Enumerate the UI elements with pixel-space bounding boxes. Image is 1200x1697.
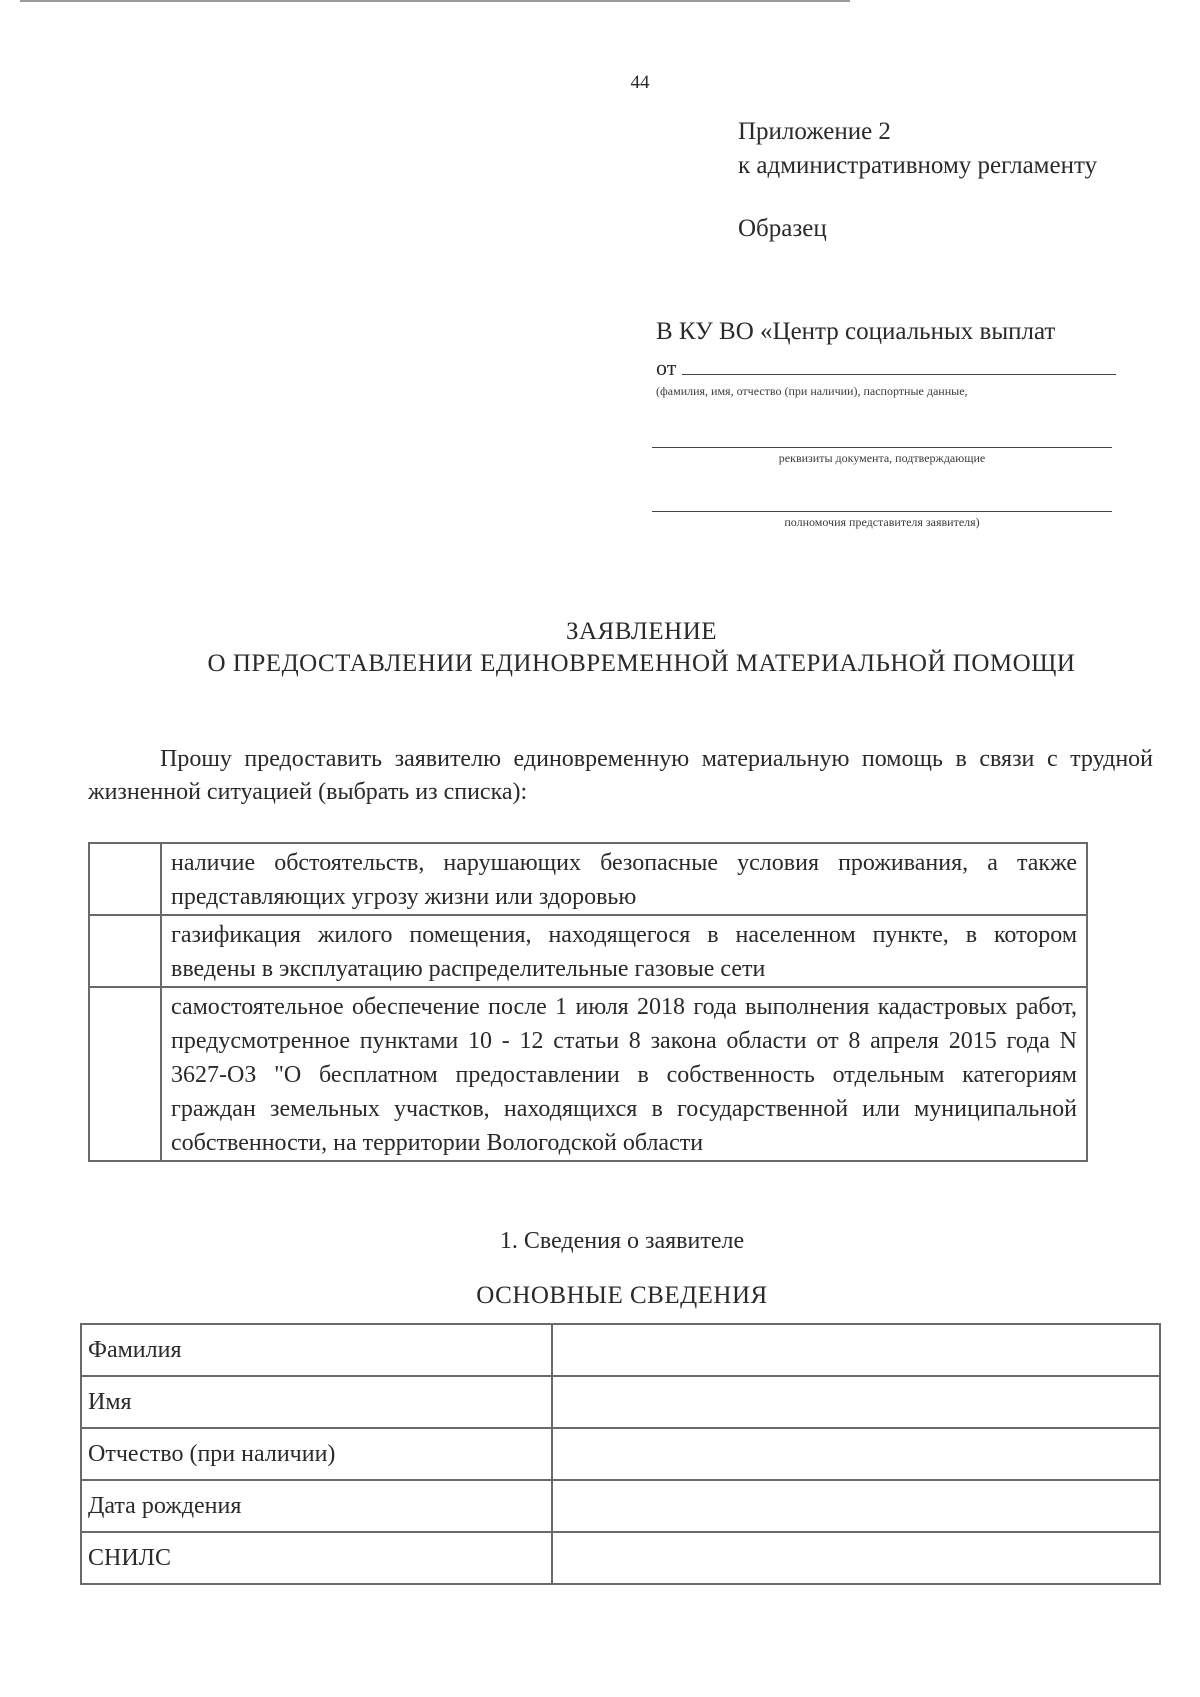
situation-row	[89, 843, 1087, 915]
representative-authority-field[interactable]	[652, 511, 1112, 512]
document-subtitle: О ПРЕДОСТАВЛЕНИИ ЕДИНОВРЕМЕННОЙ МАТЕРИАЛЬНОЙ ПОМОЩИ	[207, 650, 1076, 677]
situation-row	[89, 987, 1087, 1161]
request-text: Прошу предоставить заявителю единовременную материальную помощь в связи с трудной жизненной ситуацией (выбрать из списка):	[88, 746, 1153, 805]
field-label: Отчество (при наличии)	[81, 1428, 552, 1480]
first-name-field[interactable]	[552, 1376, 1160, 1428]
request-paragraph	[88, 743, 1153, 809]
situation-text: наличие обстоятельств, нарушающих безопасные условия проживания, а также представляющих угрозу жизни или здоровью	[161, 843, 1087, 915]
field-label: СНИЛС	[81, 1532, 552, 1584]
section-subheading: ОСНОВНЫЕ СВЕДЕНИЯ	[476, 1282, 768, 1309]
table-row	[81, 1376, 1160, 1428]
table-row	[81, 1480, 1160, 1532]
snils-field[interactable]	[552, 1532, 1160, 1584]
situation-checkbox-cell[interactable]	[89, 987, 161, 1161]
scan-top-edge-line	[20, 0, 850, 2]
situation-checkbox-cell[interactable]	[89, 915, 161, 987]
situation-text: самостоятельное обеспечение после 1 июля 2018 года выполнения кадастровых работ, предусмотренное пунктами 10 - 12 статьи 8 закона области от 8 апреля 2015 года N 3627-ОЗ "О бесплатном предоставлении в собственность отдельным категориям граждан земельных участков, находящихся в государственной или муниципальной собственности, на территории Вологодской области	[161, 987, 1087, 1161]
situation-row	[89, 915, 1087, 987]
sample-label: Образец	[738, 215, 827, 242]
document-details-field[interactable]	[652, 447, 1112, 448]
section-heading: 1. Сведения о заявителе	[499, 1228, 745, 1254]
field-label: Фамилия	[81, 1324, 552, 1376]
appendix-reference: к административному регламенту	[738, 152, 1098, 179]
from-label: от	[656, 355, 677, 380]
hint-document-details: реквизиты документа, подтверждающие	[778, 451, 986, 465]
birth-date-field[interactable]	[552, 1480, 1160, 1532]
hint-representative-authority: полномочия представителя заявителя)	[784, 515, 980, 529]
table-row	[81, 1532, 1160, 1584]
applicant-name-field[interactable]	[682, 356, 1116, 375]
field-label: Имя	[81, 1376, 552, 1428]
from-row	[656, 355, 1116, 381]
document-title: ЗАЯВЛЕНИЕ	[565, 618, 718, 645]
surname-field[interactable]	[552, 1324, 1160, 1376]
situation-text: газификация жилого помещения, находящегося в населенном пункте, в котором введены в эксплуатацию распределительные газовые сети	[161, 915, 1087, 987]
hint-applicant-data: (фамилия, имя, отчество (при наличии), паспортные данные,	[656, 384, 968, 398]
table-row	[81, 1428, 1160, 1480]
situation-choice-table	[88, 842, 1088, 1162]
page-number: 44	[630, 72, 650, 93]
addressee-line: В КУ ВО «Центр социальных выплат	[656, 318, 1056, 345]
patronymic-field[interactable]	[552, 1428, 1160, 1480]
field-label: Дата рождения	[81, 1480, 552, 1532]
appendix-number: Приложение 2	[738, 118, 891, 145]
applicant-info-table	[80, 1323, 1161, 1585]
table-row	[81, 1324, 1160, 1376]
appendix-header	[738, 115, 1097, 183]
situation-checkbox-cell[interactable]	[89, 843, 161, 915]
